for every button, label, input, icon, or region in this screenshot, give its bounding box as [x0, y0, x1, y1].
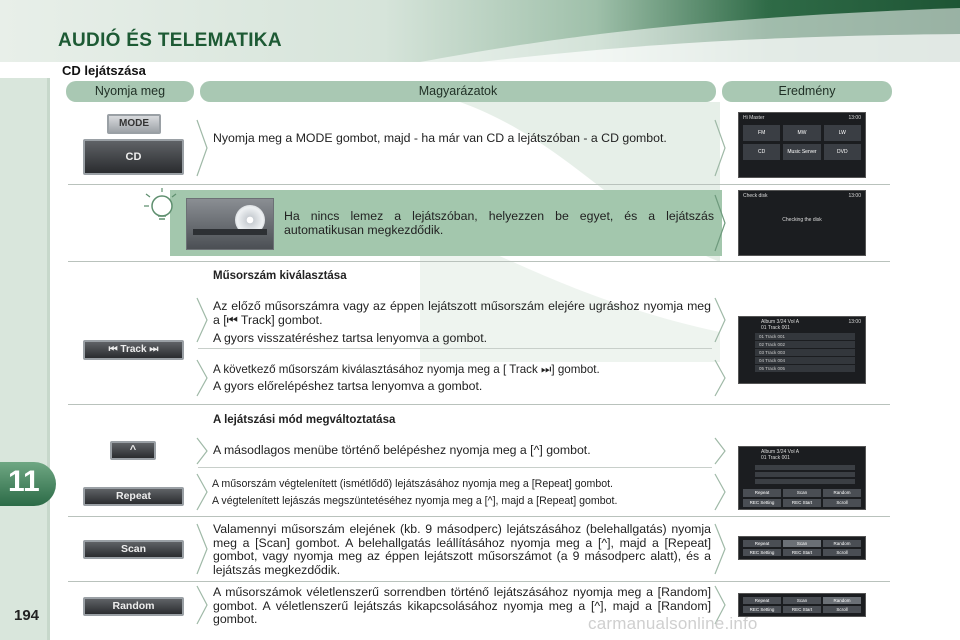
chevron-right-icon [196, 118, 208, 178]
result-screen-submenu [738, 446, 866, 510]
result-screen-scan [738, 536, 866, 560]
chevron-right-icon [714, 118, 726, 178]
submenu-text: A másodlagos menübe történő belépéshez nyomja meg a [^] gombot. [213, 443, 591, 457]
divider [68, 516, 890, 517]
screen-title: Hi Master [743, 115, 765, 121]
screen-time: 13:00 [848, 193, 861, 199]
col-header-explanation: Magyarázatok [200, 81, 716, 102]
screen-cell: Music Server [783, 144, 820, 160]
screen-cell: LW [824, 125, 861, 141]
scan-button[interactable]: Scan [83, 540, 184, 559]
watermark: carmanualsonline.info [588, 614, 758, 633]
screen-time: 13:00 [848, 319, 861, 325]
track-next-hold-text: A gyors előrelépéshez tartsa lenyomva a gombot. [213, 379, 483, 393]
page-title: AUDIÓ ÉS TELEMATIKA [58, 30, 282, 51]
screen-list-item: 04 Track 004 [755, 357, 855, 364]
chevron-right-icon [196, 522, 208, 576]
track-heading: Műsorszám kiválasztása [213, 270, 347, 282]
screen-message: Checking the disk [782, 217, 822, 223]
screen-rec-setting-button: REC Setting [743, 499, 781, 507]
repeat-text: A műsorszám végtelenített (ismétlődő) lejátszásához nyomja meg a [Repeat] gombot. [212, 478, 613, 490]
screen-list-item: 05 Track 005 [755, 365, 855, 372]
chapter-number: 11 [8, 465, 40, 498]
cd-instruction: Nyomja meg a MODE gombot, majd - ha már van CD a lejátszóban - a CD gombot. [213, 131, 667, 145]
random-text: A műsorszámok véletlenszerű sorrendben történő lejátszásához nyomja meg a [Random] gombot. A véletlenszerű lejátszás kikapcsolásához nyomja meg a [^], majd a [Random] gombot. [213, 585, 711, 626]
screen-title: Check disk [743, 193, 768, 199]
screen-album: Album 3/24 Vol A [761, 449, 800, 455]
screen-repeat-button: Repeat [743, 597, 781, 604]
col-header-press: Nyomja meg [66, 81, 194, 102]
screen-rec-setting-button: REC Setting [743, 549, 781, 556]
chevron-right-icon [714, 296, 726, 344]
screen-rec-setting-button: REC Setting [743, 606, 781, 613]
screen-rec-start-button: REC Start [783, 606, 821, 613]
screen-cell: FM [743, 125, 780, 141]
divider [198, 467, 712, 468]
screen-scroll-button: Scroll [823, 499, 861, 507]
screen-scroll-button: Scroll [823, 549, 861, 556]
up-menu-button[interactable]: ^ [110, 441, 156, 460]
chevron-right-icon [196, 584, 208, 626]
chapter-tab [0, 462, 56, 506]
track-prev-text: Az előző műsorszámra vagy az éppen lejátszott műsorszám elejére ugráshoz nyomja meg a [⏮ Track] gombot. [213, 299, 711, 327]
screen-scan-button: Scan [783, 597, 821, 604]
tip-text: Ha nincs lemez a lejátszóban, helyezzen be egyet, és a lejátszás automatikusan megkezdődik. [284, 209, 714, 237]
divider [68, 184, 890, 185]
track-button[interactable]: ⏮ Track ⏭ [83, 340, 184, 360]
random-button[interactable]: Random [83, 597, 184, 616]
screen-cell: CD [743, 144, 780, 160]
screen-cell: MW [783, 125, 820, 141]
divider [68, 404, 890, 405]
screen-random-button: Random [823, 540, 861, 547]
screen-rec-start-button: REC Start [783, 549, 821, 556]
chevron-right-icon [714, 472, 726, 512]
mode-heading: A lejátszási mód megváltoztatása [213, 414, 396, 426]
chevron-right-icon [196, 296, 208, 344]
page-number: 194 [14, 607, 40, 624]
header-swoosh-decoration [420, 0, 960, 62]
screen-list-item: 01 Track 001 [755, 333, 855, 340]
chevron-right-icon [714, 522, 726, 576]
divider [68, 581, 890, 582]
divider [68, 261, 890, 262]
divider [198, 348, 712, 349]
screen-random-button: Random [823, 489, 861, 497]
chevron-right-icon [714, 192, 726, 254]
screen-random-button: Random [823, 597, 861, 604]
result-screen-source-menu [738, 112, 866, 178]
screen-rec-start-button: REC Start [783, 499, 821, 507]
screen-repeat-button: Repeat [743, 489, 781, 497]
screen-scan-button: Scan [783, 489, 821, 497]
screen-scan-button: Scan [783, 540, 821, 547]
track-next-text: A következő műsorszám kiválasztásához nyomja meg a [ Track ⏭] gombot. [213, 363, 600, 376]
chevron-right-icon [196, 436, 208, 466]
screen-cell: DVD [824, 144, 861, 160]
chevron-right-icon [196, 358, 208, 398]
result-screen-check-disk [738, 190, 866, 256]
cd-slot-image [186, 198, 274, 250]
left-margin-bar [0, 78, 47, 640]
chevron-right-icon [714, 358, 726, 398]
screen-current-track: 01 Track 001 [761, 455, 790, 461]
repeat-off-text: A végtelenített lejászás megszüntetéséhez nyomja meg a [^], majd a [Repeat] gombot. [212, 495, 618, 507]
col-header-result: Eredmény [722, 81, 892, 102]
repeat-button[interactable]: Repeat [83, 487, 184, 506]
chevron-right-icon [714, 436, 726, 466]
left-margin-stripe [47, 78, 50, 640]
screen-time: 13:00 [848, 115, 861, 121]
screen-current-track: 01 Track 001 [761, 325, 790, 331]
screen-scroll-button: Scroll [823, 606, 861, 613]
chevron-right-icon [196, 472, 208, 512]
screen-repeat-button: Repeat [743, 540, 781, 547]
mode-button[interactable]: MODE [107, 114, 161, 134]
screen-list-item: 02 Track 002 [755, 341, 855, 348]
scan-text: Valamennyi műsorszám elejének (kb. 9 másodperc) lejátszásához (belehallgatás) nyomja meg a [Scan] gombot. A belehallgatás leállításához nyomja meg a [^], majd a [Repeat] gombot, vagy nyomja meg az éppen lejátszott műsorszámot (a 9 másodperc alatt), és a lejátszás megkezdődik. [213, 522, 711, 577]
result-screen-track-list [738, 316, 866, 384]
lightbulb-icon [140, 186, 180, 226]
screen-album: Album 3/24 Vol A [761, 319, 800, 325]
cd-button[interactable]: CD [83, 139, 184, 175]
section-title: CD lejátszása [62, 63, 146, 78]
screen-list-item: 03 Track 003 [755, 349, 855, 356]
track-prev-hold-text: A gyors visszatéréshez tartsa lenyomva a gombot. [213, 331, 488, 345]
